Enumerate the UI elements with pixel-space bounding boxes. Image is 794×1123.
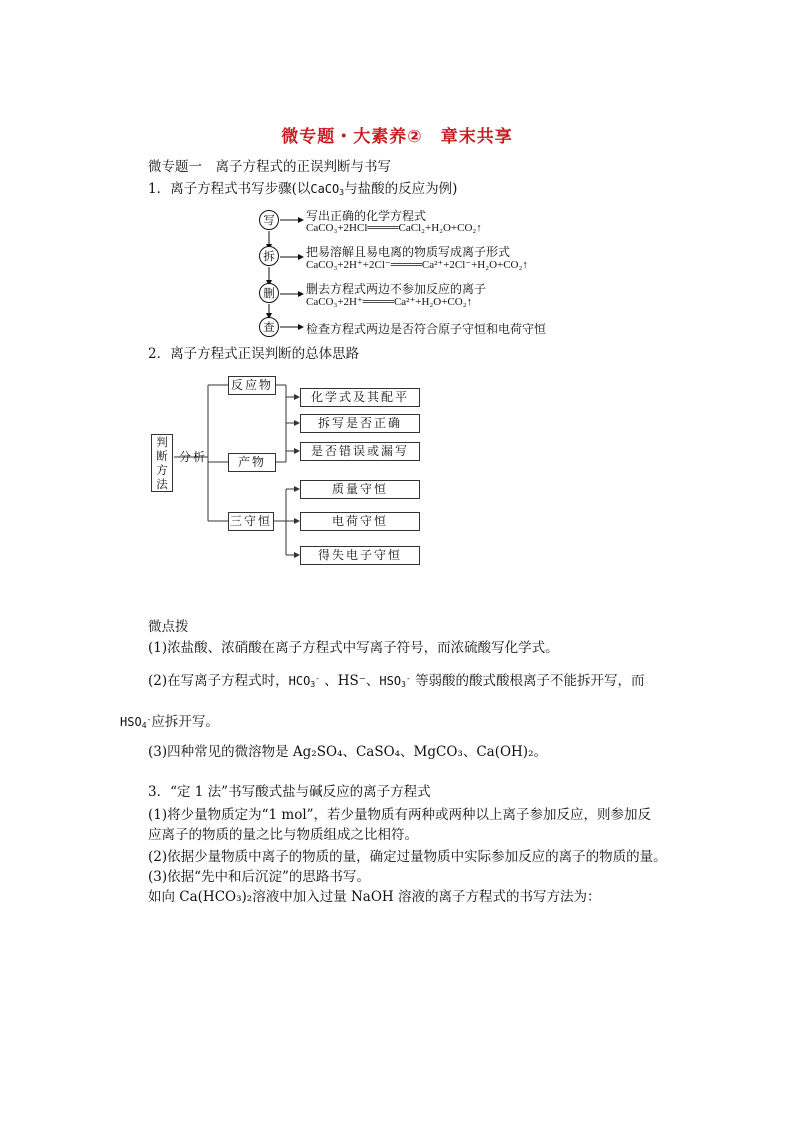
section1-heading-text-a: 1．离子方程式书写步骤(以	[148, 181, 311, 197]
hco3-ion: $HCO_3^-$	[288, 674, 320, 689]
step-write-icon: 写	[259, 210, 279, 230]
section1-formula: CaCO$_3$	[310, 182, 345, 197]
section3-para2: (2)依据少量物质中离子的物质的量，确定过量物质中实际参加反应的离子的物质的量。	[148, 849, 667, 865]
flow-leaf-formula: 化学式及其配平	[300, 388, 420, 407]
step1-desc: 写出正确的化学方程式	[306, 209, 427, 223]
section3-heading: 3．“定 1 法”书写酸式盐与碱反应的离子方程式	[148, 784, 431, 800]
flow-leaf-charge: 电荷守恒	[300, 512, 420, 531]
section2-heading: 2．离子方程式正误判断的总体思路	[148, 346, 360, 362]
section1-heading	[148, 180, 457, 202]
page-title: 微专题・大素养② 章末共享	[281, 127, 513, 147]
tip-3: (3)四种常见的微溶物是 Ag₂SO₄、CaSO₄、MgCO₃、Ca(OH)₂。	[148, 744, 547, 760]
section3-para1a: (1)将少量物质定为“1 mol”，若少量物质有两种或两种以上离子参加反应，则参加反	[148, 807, 652, 823]
step3-equation: CaCO₃+2H⁺════Ca²⁺+H₂O+CO₂↑	[306, 296, 473, 308]
tip-2-line2: $HSO_4^-$应拆开写。	[120, 714, 219, 730]
tip-1: (1)浓盐酸、浓硝酸在离子方程式中写离子符号，而浓硫酸写化学式。	[148, 640, 559, 656]
section3-para4: 如向 Ca(HCO₃)₂溶液中加入过量 NaOH 溶液的离子方程式的书写方法为：	[148, 889, 601, 905]
flow-leaf-omission: 是否错误或漏写	[300, 442, 420, 461]
hso4-ion: $HSO_4^-$	[120, 715, 152, 730]
flow-leaf-electron: 得失电子守恒	[300, 546, 420, 565]
topic-heading: 微专题一 离子方程式的正误判断与书写	[148, 159, 391, 175]
tip-heading: 微点拨	[148, 619, 189, 635]
flow-analysis-label: 分析	[179, 450, 208, 464]
step-delete-icon: 删	[259, 283, 279, 303]
section1-heading-text-b: 与盐酸的反应为例)	[344, 181, 458, 197]
tip-2-line1: (2)在写离子方程式时，$HCO_3^-$ 、HS⁻、$HSO_3^-$ 等弱酸的酸式酸根离子不能拆开写，而	[148, 673, 645, 689]
step2-desc: 把易溶解且易电离的物质写成离子形式	[306, 245, 511, 259]
step3-desc: 删去方程式两边不参加反应的离子	[306, 282, 487, 296]
flow-root-box: 判断方法	[151, 434, 173, 492]
step4-desc: 检查方程式两边是否符合原子守恒和电荷守恒	[306, 322, 547, 336]
step2-equation: CaCO₃+2H⁺+2Cl⁻════Ca²⁺+2Cl⁻+H₂O+CO₂↑	[306, 259, 528, 271]
step-split-icon: 拆	[259, 246, 279, 266]
flow-leaf-mass: 质量守恒	[300, 480, 420, 499]
flow-conservation-box: 三守恒	[228, 512, 274, 531]
section3-para1b: 应离子的物质的量之比与物质组成之比相符。	[148, 827, 418, 843]
step1-equation: CaCO₃+2HCl════CaCl₂+H₂O+CO₂↑	[306, 222, 482, 234]
hso3-ion: $HSO_3^-$	[379, 674, 411, 689]
flow-leaf-split: 拆写是否正确	[300, 414, 420, 433]
step-check-icon: 查	[259, 317, 279, 337]
flow-product-box: 产物	[228, 453, 276, 472]
flow-reactant-box: 反应物	[228, 376, 276, 395]
section3-para3: (3)依据“先中和后沉淀”的思路书写。	[148, 869, 370, 885]
